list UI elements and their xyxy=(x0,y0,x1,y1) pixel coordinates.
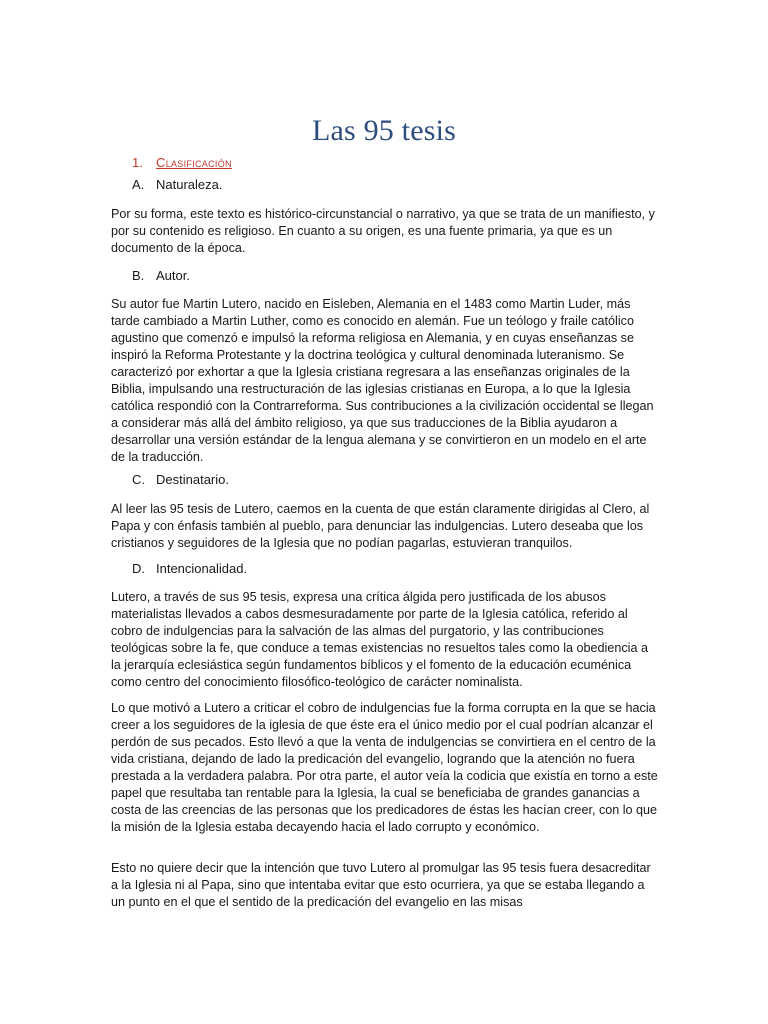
paragraph-intencionalidad-3: Esto no quiere decir que la intención que tuvo Lutero al promulgar las 95 tesis fuera desacreditar a la Iglesia ni al Papa, sino que intentaba evitar que esto ocurriera, ya que se estaba llegando a un punto en el que el sentido de la predicación del evangelio en las misas xyxy=(111,861,651,909)
paragraph-intencionalidad-1: Lutero, a través de sus 95 tesis, expresa una crítica álgida pero justificada de los abusos materialistas llevados a cabos desmesuradamente por parte de la Iglesia católica, referido al cobro de indulgencias para la salvación de las almas del purgatorio, y las contribuciones teológicas sobre la fe, que conduce a temas existencias no resueltos tales como la obediencia a la jerarquía eclesiástica según fundamentos bíblicos y el fomento de la educación ecuménica como centro del conocimiento filosófico-teológico de carácter nominalista. xyxy=(111,590,648,689)
section-number: 1. xyxy=(132,155,143,170)
subsection-heading-autor xyxy=(132,268,190,283)
paragraph-intencionalidad-2: Lo que motivó a Lutero a criticar el cobro de indulgencias fue la forma corrupta en la que se hacia creer a los seguidores de la iglesia de que éste era el único medio por el cual podrían alcanzar el perdón de sus pecados. Esto llevó a que la venta de indulgencias se convirtiera en el centro de la vida cristiana, dejando de lado la predicación del evangelio, logrando que la atención no fuera prestada a la verdadera palabra. Por otra parte, el autor veía la codicia que existía en torno a este papel que resultaba tan rentable para la Iglesia, la cual se beneficiaba de grandes ganancias a costa de las creencias de las personas que los predicadores de éstas les hacían creer, con lo que la misión de la Iglesia estaba decayendo hacia el lado corrupto y económico. xyxy=(111,701,658,834)
paragraph-autor: Su autor fue Martin Lutero, nacido en Eisleben, Alemania en el 1483 como Martin Luder, más tarde cambiado a Martin Luther, como es conocido en alemán. Fue un teólogo y fraile católico agustino que comenzó e impulsó la reforma religiosa en Alemania, y en cuyas enseñanzas se inspiró la Reforma Protestante y la doctrina teológica y cultural denominada luteranismo. Se caracterizó por exhortar a que la Iglesia cristiana regresara a las enseñanzas originales de la Biblia, impulsando una restructuración de las iglesias cristianas en Europa, a lo que la Iglesia católica respondió con la Contrarreforma. Sus contribuciones a la civilización occidental se llegan a considerar más allá del ámbito religioso, ya que sus traducciones de la Biblia ayudaron a desarrollar una versión estándar de la lengua alemana y se convirtieron en un modelo en el arte de la traducción. xyxy=(111,297,654,464)
subsection-label: Destinatario. xyxy=(156,472,229,487)
subsection-heading-intencionalidad xyxy=(132,561,247,576)
subsection-label: Autor. xyxy=(156,268,190,283)
section-heading-clasificacion xyxy=(132,155,232,170)
subsection-heading-naturaleza xyxy=(132,177,222,192)
subsection-letter: B. xyxy=(132,268,145,283)
subsection-heading-destinatario xyxy=(132,472,229,487)
subsection-label: Naturaleza. xyxy=(156,177,223,192)
section-label: Clasificación xyxy=(156,155,232,170)
subsection-letter: A. xyxy=(132,177,145,192)
subsection-letter: D. xyxy=(132,561,145,576)
paragraph-naturaleza: Por su forma, este texto es histórico-circunstancial o narrativo, ya que se trata de un manifiesto, y por su contenido es religioso. En cuanto a su origen, es una fuente primaria, ya que es un documento de la época. xyxy=(111,207,655,255)
subsection-letter: C. xyxy=(132,472,145,487)
subsection-label: Intencionalidad. xyxy=(156,561,248,576)
paragraph-destinatario: Al leer las 95 tesis de Lutero, caemos en la cuenta de que están claramente dirigidas al Clero, al Papa y con énfasis también al pueblo, para denunciar las indulgencias. Lutero deseaba que los cristianos y seguidores de la Iglesia que no podían pagarlas, estuvieran tranquilos. xyxy=(111,502,650,550)
document-title: Las 95 tesis xyxy=(311,114,457,147)
